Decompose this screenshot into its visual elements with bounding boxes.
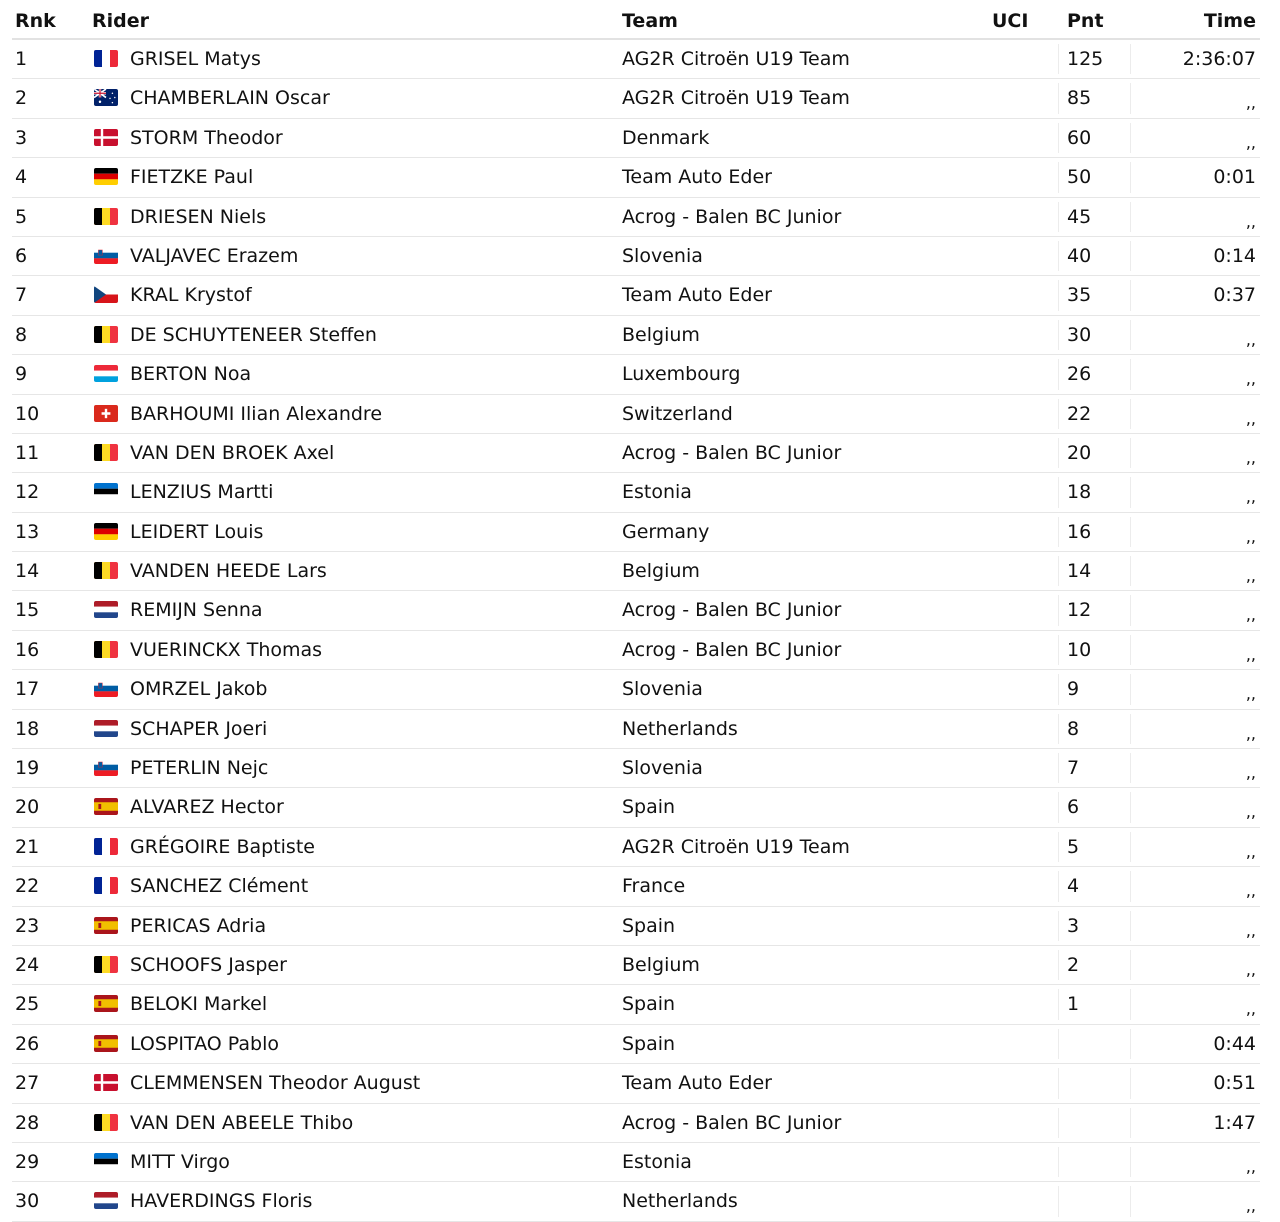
- table-row: [12, 119, 1260, 158]
- rider-link[interactable]: PERICAS Adria: [130, 914, 267, 937]
- points-cell: 50: [1067, 166, 1092, 189]
- points-cell: 8: [1067, 717, 1080, 740]
- column-divider: [1130, 399, 1131, 429]
- column-divider: [1130, 911, 1131, 941]
- time-cell: 0:14: [1213, 244, 1256, 267]
- rider-link[interactable]: VAN DEN ABEELE Thibo: [130, 1111, 354, 1134]
- time-cell: 0:44: [1213, 1032, 1256, 1055]
- rank-cell: 25: [15, 993, 40, 1016]
- column-divider: [1130, 162, 1131, 192]
- rider-link[interactable]: KRAL Krystof: [130, 284, 252, 307]
- team-link[interactable]: Team Auto Eder: [622, 166, 772, 189]
- rider-link[interactable]: HAVERDINGS Floris: [130, 1190, 313, 1213]
- time-cell: ,,: [1245, 211, 1256, 231]
- column-divider: [1130, 595, 1131, 625]
- points-cell: 7: [1067, 757, 1080, 780]
- column-divider: [1130, 477, 1131, 507]
- de-flag-icon: [94, 523, 118, 540]
- team-link[interactable]: AG2R Citroën U19 Team: [622, 48, 850, 70]
- time-cell: ,,: [1245, 920, 1256, 940]
- table-row: [12, 946, 1260, 985]
- rider-link[interactable]: CLEMMENSEN Theodor August: [130, 1072, 421, 1095]
- rank-cell: 26: [15, 1032, 40, 1055]
- points-cell: 60: [1067, 126, 1092, 149]
- rider-link[interactable]: BERTON Noa: [130, 363, 252, 386]
- table-row: [12, 1143, 1260, 1182]
- team-link[interactable]: France: [622, 875, 686, 898]
- column-divider: [1058, 438, 1059, 468]
- column-divider: [1058, 674, 1059, 704]
- points-cell: 6: [1067, 796, 1080, 819]
- points-cell: 4: [1067, 875, 1080, 898]
- column-divider: [1058, 1068, 1059, 1098]
- points-cell: 40: [1067, 244, 1092, 267]
- column-divider: [1058, 832, 1059, 862]
- team-link[interactable]: Acrog - Balen BC Junior: [622, 441, 842, 464]
- rank-cell: 28: [15, 1111, 40, 1134]
- table-row: [12, 591, 1260, 630]
- rider-link[interactable]: PETERLIN Nejc: [130, 757, 269, 780]
- table-row: [12, 985, 1260, 1024]
- time-cell: ,,: [1245, 763, 1256, 783]
- column-divider: [1130, 1108, 1131, 1138]
- rank-cell: 23: [15, 914, 40, 937]
- table-row: [12, 198, 1260, 237]
- team-link[interactable]: Switzerland: [622, 402, 733, 425]
- column-divider: [1130, 202, 1131, 232]
- si-flag-icon: [94, 680, 118, 697]
- time-cell: ,,: [1245, 881, 1256, 901]
- rider-link[interactable]: DRIESEN Niels: [130, 205, 267, 228]
- fr-flag-icon: [94, 50, 118, 67]
- team-link[interactable]: Spain: [622, 914, 676, 937]
- column-divider: [1058, 950, 1059, 980]
- column-divider: [1130, 320, 1131, 350]
- dk-flag-icon: [94, 1074, 118, 1091]
- rank-cell: 30: [15, 1190, 40, 1213]
- table-row: [12, 1025, 1260, 1064]
- rider-link[interactable]: VALJAVEC Erazem: [130, 244, 299, 267]
- team-link[interactable]: Team Auto Eder: [622, 1072, 772, 1095]
- time-cell: ,,: [1245, 526, 1256, 546]
- rider-link[interactable]: VUERINCKX Thomas: [130, 638, 323, 661]
- time-cell: ,,: [1245, 999, 1256, 1019]
- column-divider: [1130, 989, 1131, 1019]
- be-flag-icon: [94, 956, 118, 973]
- team-link[interactable]: Belgium: [622, 323, 700, 346]
- column-divider: [1058, 83, 1059, 113]
- table-row: [12, 40, 1260, 79]
- points-cell: 18: [1067, 481, 1092, 504]
- time-cell: ,,: [1245, 329, 1256, 349]
- column-divider: [1130, 123, 1131, 153]
- time-cell: ,,: [1245, 1156, 1256, 1176]
- es-flag-icon: [94, 995, 118, 1012]
- column-divider: [1130, 438, 1131, 468]
- column-divider: [1058, 280, 1059, 310]
- column-divider: [1058, 320, 1059, 350]
- team-link[interactable]: Estonia: [622, 1150, 692, 1173]
- team-link[interactable]: Spain: [622, 993, 676, 1016]
- fr-flag-icon: [94, 838, 118, 855]
- team-link[interactable]: Acrog - Balen BC Junior: [622, 1111, 842, 1134]
- team-link[interactable]: Spain: [622, 796, 676, 819]
- column-divider: [1058, 44, 1059, 74]
- time-cell: ,,: [1245, 487, 1256, 507]
- points-cell: 35: [1067, 284, 1092, 307]
- column-divider: [1058, 792, 1059, 822]
- time-cell: ,,: [1245, 644, 1256, 664]
- rank-cell: 7: [15, 284, 28, 307]
- header-rider[interactable]: Rider: [92, 10, 149, 32]
- dk-flag-icon: [94, 129, 118, 146]
- team-link[interactable]: Netherlands: [622, 717, 738, 740]
- time-cell: ,,: [1245, 802, 1256, 822]
- points-cell: 20: [1067, 441, 1092, 464]
- rider-link[interactable]: CHAMBERLAIN Oscar: [130, 87, 330, 110]
- points-cell: 125: [1067, 48, 1104, 70]
- table-row: [12, 749, 1260, 788]
- column-divider: [1130, 674, 1131, 704]
- column-divider: [1130, 635, 1131, 665]
- points-cell: 9: [1067, 678, 1080, 701]
- rider-link[interactable]: GRÉGOIRE Baptiste: [130, 835, 315, 858]
- header-time[interactable]: Time: [1203, 10, 1256, 32]
- column-divider: [1130, 792, 1131, 822]
- rank-cell: 19: [15, 757, 40, 780]
- fr-flag-icon: [94, 877, 118, 894]
- team-link[interactable]: Luxembourg: [622, 363, 741, 386]
- rider-link[interactable]: LENZIUS Martti: [130, 481, 274, 504]
- header-pnt[interactable]: Pnt: [1067, 10, 1104, 32]
- rank-cell: 8: [15, 323, 28, 346]
- table-body: [12, 40, 1260, 1222]
- table-row: [12, 631, 1260, 670]
- rider-link[interactable]: SANCHEZ Clément: [130, 875, 309, 898]
- rank-cell: 20: [15, 796, 40, 819]
- column-divider: [1058, 1029, 1059, 1059]
- points-cell: 2: [1067, 953, 1080, 976]
- team-link[interactable]: Acrog - Balen BC Junior: [622, 599, 842, 622]
- rank-cell: 9: [15, 363, 28, 386]
- team-link[interactable]: Acrog - Balen BC Junior: [622, 205, 842, 228]
- rider-link[interactable]: BARHOUMI Ilian Alexandre: [130, 402, 383, 425]
- column-divider: [1130, 1147, 1131, 1177]
- results-table: [12, 0, 1260, 1222]
- column-divider: [1058, 1147, 1059, 1177]
- table-row: [12, 276, 1260, 315]
- column-divider: [1058, 556, 1059, 586]
- rider-link[interactable]: DE SCHUYTENEER Steffen: [130, 323, 377, 346]
- column-divider: [1058, 595, 1059, 625]
- team-link[interactable]: Slovenia: [622, 244, 703, 267]
- time-cell: 2:36:07: [1182, 48, 1256, 70]
- time-cell: 0:51: [1213, 1072, 1256, 1095]
- column-divider: [1058, 359, 1059, 389]
- column-divider: [1130, 517, 1131, 547]
- column-divider: [1058, 162, 1059, 192]
- rank-cell: 18: [15, 717, 40, 740]
- header-rnk[interactable]: Rnk: [15, 10, 56, 32]
- au-flag-icon: [94, 89, 118, 106]
- rider-link[interactable]: VAN DEN BROEK Axel: [130, 441, 335, 464]
- points-cell: 16: [1067, 520, 1092, 543]
- team-link[interactable]: Estonia: [622, 481, 692, 504]
- time-cell: ,,: [1245, 841, 1256, 861]
- header-team[interactable]: Team: [622, 10, 678, 32]
- table-row: [12, 355, 1260, 394]
- rank-cell: 16: [15, 638, 40, 661]
- rank-cell: 5: [15, 205, 28, 228]
- points-cell: 26: [1067, 363, 1092, 386]
- team-link[interactable]: Netherlands: [622, 1190, 738, 1213]
- de-flag-icon: [94, 168, 118, 185]
- rank-cell: 11: [15, 441, 40, 464]
- table-row: [12, 473, 1260, 512]
- column-divider: [1058, 123, 1059, 153]
- rider-link[interactable]: OMRZEL Jakob: [130, 678, 268, 701]
- column-divider: [1130, 950, 1131, 980]
- table-row: [12, 710, 1260, 749]
- column-divider: [1058, 989, 1059, 1019]
- nl-flag-icon: [94, 720, 118, 737]
- time-cell: ,,: [1245, 959, 1256, 979]
- column-divider: [1130, 714, 1131, 744]
- rider-link[interactable]: VANDEN HEEDE Lars: [130, 560, 327, 583]
- column-divider: [1058, 911, 1059, 941]
- table-row: [12, 513, 1260, 552]
- points-cell: 85: [1067, 87, 1092, 110]
- column-divider: [1058, 477, 1059, 507]
- rank-cell: 17: [15, 678, 40, 701]
- column-divider: [1130, 44, 1131, 74]
- rider-link[interactable]: LOSPITAO Pablo: [130, 1032, 279, 1055]
- be-flag-icon: [94, 326, 118, 343]
- column-divider: [1130, 556, 1131, 586]
- rank-cell: 6: [15, 244, 28, 267]
- points-cell: 14: [1067, 560, 1092, 583]
- ee-flag-icon: [94, 483, 118, 500]
- column-divider: [1130, 832, 1131, 862]
- rider-link[interactable]: SCHOOFS Jasper: [130, 953, 287, 976]
- column-divider: [1130, 359, 1131, 389]
- nl-flag-icon: [94, 601, 118, 618]
- rider-link[interactable]: BELOKI Markel: [130, 993, 268, 1016]
- table-row: [12, 316, 1260, 355]
- points-cell: 12: [1067, 599, 1092, 622]
- rank-cell: 24: [15, 953, 40, 976]
- points-cell: 22: [1067, 402, 1092, 425]
- rank-cell: 10: [15, 402, 40, 425]
- table-row: [12, 907, 1260, 946]
- table-row: [12, 552, 1260, 591]
- points-cell: 1: [1067, 993, 1080, 1016]
- table-row: [12, 158, 1260, 197]
- points-cell: 45: [1067, 205, 1092, 228]
- rank-cell: 3: [15, 126, 28, 149]
- be-flag-icon: [94, 444, 118, 461]
- team-link[interactable]: Germany: [622, 520, 710, 543]
- column-divider: [1130, 1029, 1131, 1059]
- rank-cell: 29: [15, 1150, 40, 1173]
- time-cell: ,,: [1245, 684, 1256, 704]
- table-row: [12, 79, 1260, 118]
- rider-link[interactable]: MITT Virgo: [130, 1150, 230, 1173]
- time-cell: ,,: [1245, 566, 1256, 586]
- column-divider: [1058, 202, 1059, 232]
- team-link[interactable]: AG2R Citroën U19 Team: [622, 835, 850, 858]
- time-cell: ,,: [1245, 605, 1256, 625]
- team-link[interactable]: Belgium: [622, 560, 700, 583]
- rank-cell: 4: [15, 166, 28, 189]
- rider-link[interactable]: GRISEL Matys: [130, 48, 261, 70]
- table-row: [12, 670, 1260, 709]
- column-divider: [1130, 753, 1131, 783]
- team-link[interactable]: Spain: [622, 1032, 676, 1055]
- column-divider: [1058, 714, 1059, 744]
- table-row: [12, 1064, 1260, 1103]
- table-row: [12, 867, 1260, 906]
- team-link[interactable]: Slovenia: [622, 757, 703, 780]
- cz-flag-icon: [94, 286, 118, 303]
- table-row: [12, 1182, 1260, 1221]
- team-link[interactable]: Team Auto Eder: [622, 284, 772, 307]
- column-divider: [1058, 399, 1059, 429]
- table-row: [12, 828, 1260, 867]
- column-divider: [1130, 83, 1131, 113]
- rank-cell: 15: [15, 599, 40, 622]
- be-flag-icon: [94, 1114, 118, 1131]
- rank-cell: 12: [15, 481, 40, 504]
- time-cell: 0:01: [1213, 166, 1256, 189]
- be-flag-icon: [94, 641, 118, 658]
- column-divider: [1130, 871, 1131, 901]
- team-link[interactable]: Acrog - Balen BC Junior: [622, 638, 842, 661]
- header-uci[interactable]: UCI: [992, 10, 1029, 32]
- rank-cell: 14: [15, 560, 40, 583]
- column-divider: [1058, 753, 1059, 783]
- rider-link[interactable]: LEIDERT Louis: [130, 520, 264, 543]
- rank-cell: 1: [15, 48, 28, 70]
- column-divider: [1058, 1108, 1059, 1138]
- rider-link[interactable]: STORM Theodor: [130, 126, 283, 149]
- table-row: [12, 237, 1260, 276]
- rider-link[interactable]: FIETZKE Paul: [130, 166, 254, 189]
- team-link[interactable]: Slovenia: [622, 678, 703, 701]
- points-cell: 5: [1067, 835, 1080, 858]
- rider-link[interactable]: ALVAREZ Hector: [130, 796, 284, 819]
- points-cell: 3: [1067, 914, 1080, 937]
- rank-cell: 22: [15, 875, 40, 898]
- column-divider: [1130, 1186, 1131, 1216]
- time-cell: ,,: [1245, 369, 1256, 389]
- time-cell: ,,: [1245, 1196, 1256, 1216]
- team-link[interactable]: Denmark: [622, 126, 710, 149]
- points-cell: 10: [1067, 638, 1092, 661]
- rider-link[interactable]: REMIJN Senna: [130, 599, 263, 622]
- team-link[interactable]: Belgium: [622, 953, 700, 976]
- table-header: [12, 0, 1260, 40]
- be-flag-icon: [94, 208, 118, 225]
- table-row: [12, 788, 1260, 827]
- time-cell: ,,: [1245, 723, 1256, 743]
- ch-flag-icon: [94, 405, 118, 422]
- si-flag-icon: [94, 247, 118, 264]
- column-divider: [1130, 241, 1131, 271]
- ee-flag-icon: [94, 1153, 118, 1170]
- column-divider: [1058, 871, 1059, 901]
- time-cell: ,,: [1245, 447, 1256, 467]
- es-flag-icon: [94, 917, 118, 934]
- table-row: [12, 395, 1260, 434]
- points-cell: 30: [1067, 323, 1092, 346]
- time-cell: ,,: [1245, 132, 1256, 152]
- rider-link[interactable]: SCHAPER Joeri: [130, 717, 268, 740]
- column-divider: [1058, 635, 1059, 665]
- column-divider: [1130, 280, 1131, 310]
- table-row: [12, 1104, 1260, 1143]
- table-row: [12, 434, 1260, 473]
- rank-cell: 13: [15, 520, 40, 543]
- time-cell: 1:47: [1213, 1111, 1256, 1134]
- es-flag-icon: [94, 798, 118, 815]
- time-cell: 0:37: [1213, 284, 1256, 307]
- rank-cell: 2: [15, 87, 28, 110]
- lu-flag-icon: [94, 365, 118, 382]
- be-flag-icon: [94, 562, 118, 579]
- column-divider: [1130, 1068, 1131, 1098]
- si-flag-icon: [94, 759, 118, 776]
- column-divider: [1058, 1186, 1059, 1216]
- team-link[interactable]: AG2R Citroën U19 Team: [622, 87, 850, 110]
- column-divider: [1058, 241, 1059, 271]
- rank-cell: 21: [15, 835, 40, 858]
- time-cell: ,,: [1245, 93, 1256, 113]
- rank-cell: 27: [15, 1072, 40, 1095]
- time-cell: ,,: [1245, 408, 1256, 428]
- nl-flag-icon: [94, 1192, 118, 1209]
- es-flag-icon: [94, 1035, 118, 1052]
- column-divider: [1058, 517, 1059, 547]
